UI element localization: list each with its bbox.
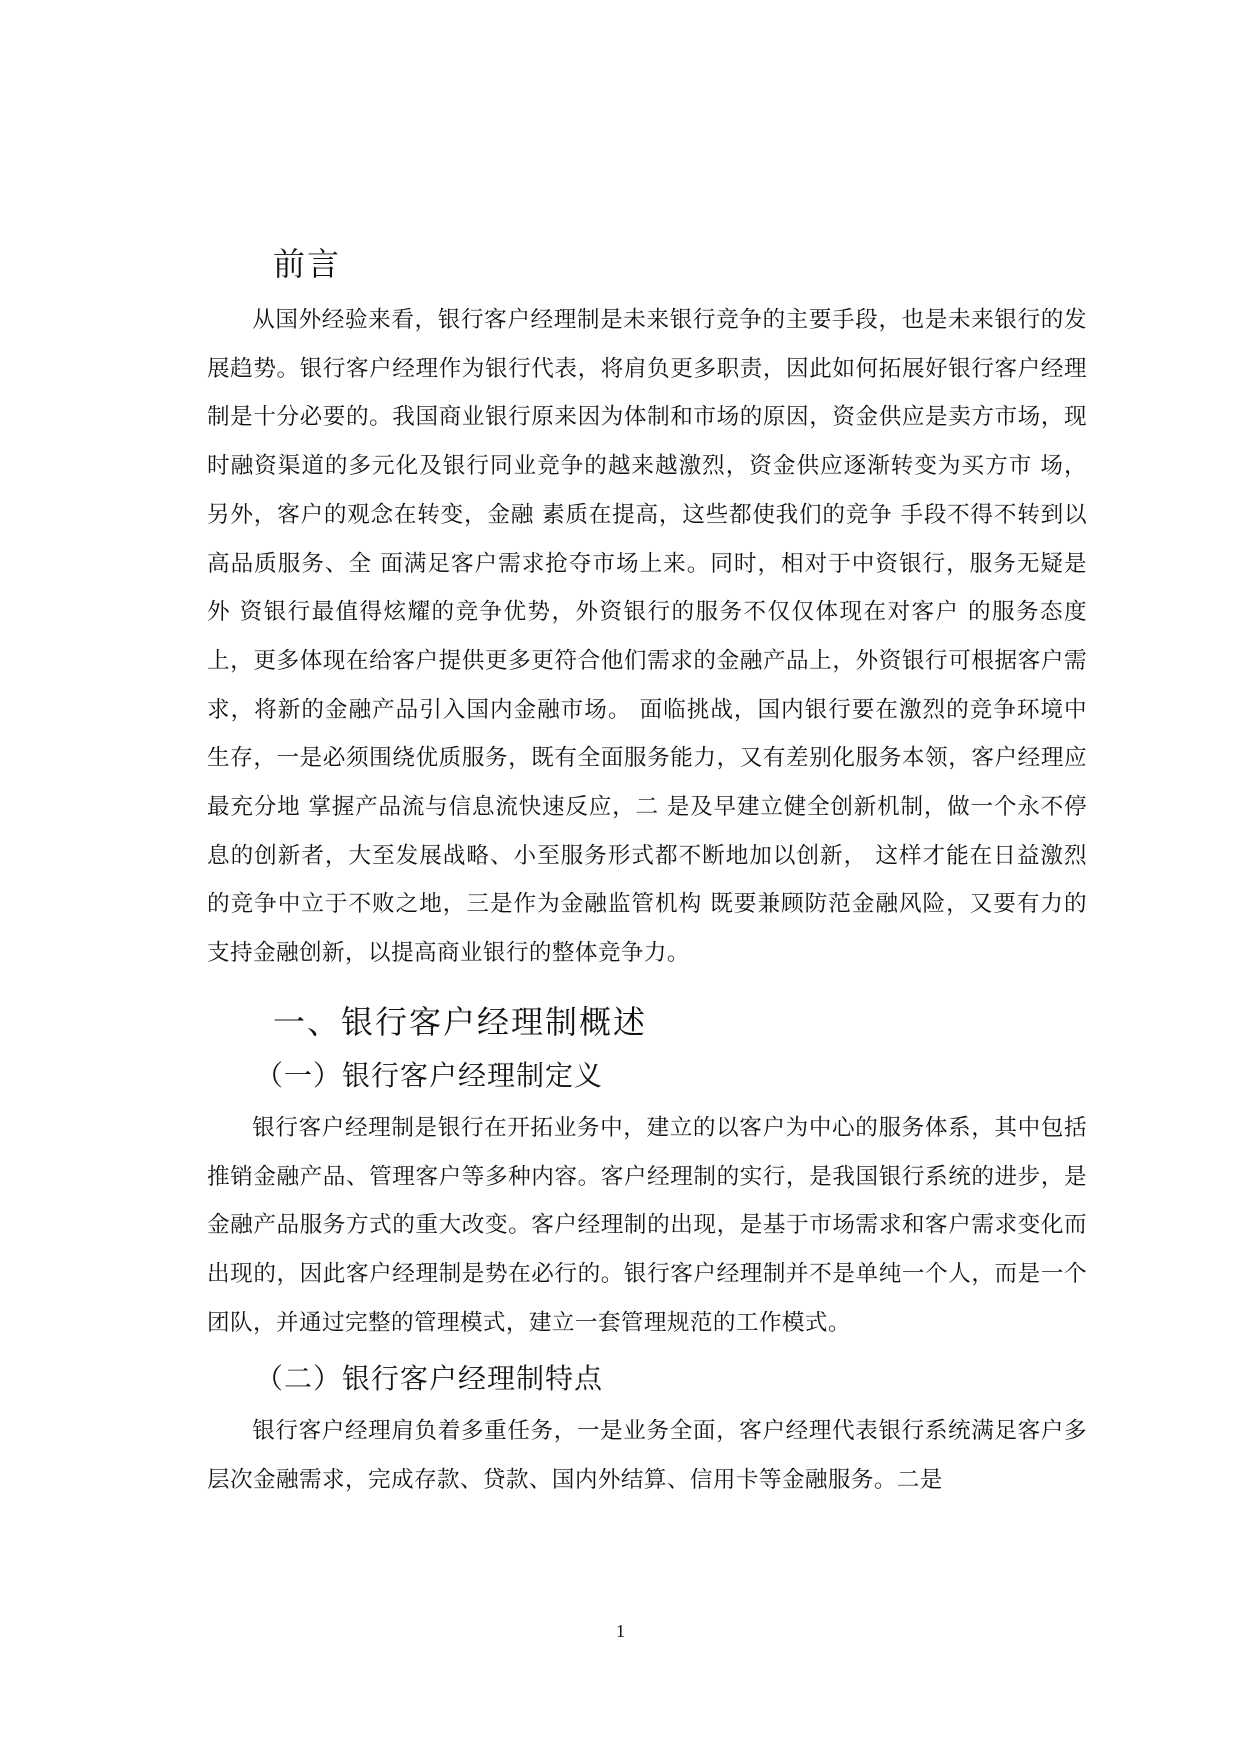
- preface-title: 前言: [273, 245, 342, 283]
- page-number: 1: [616, 1621, 625, 1641]
- section-definition-paragraph: 银行客户经理制是银行在开拓业务中，建立的以客户为中心的服务体系，其中包括推销金融产品、管理客户等多种内容。客户经理制的实行，是我国银行系统的进步，是金融产品服务方式的重大改变。客户经理制的出现，是基于市场需求和客户需求变化而出现的，因此客户经理制是势在必行的。银行客户经理制并不是单纯一个人，而是一个团队，并通过完整的管理模式，建立一套管理规范的工作模式。: [207, 1114, 1087, 1336]
- section-features-title: （二）银行客户经理制特点: [255, 1362, 604, 1396]
- preface-paragraph: 从国外经验来看，银行客户经理制是未来银行竞争的主要手段，也是未来银行的发展趋势。银行客户经理作为银行代表，将肩负更多职责，因此如何拓展好银行客户经理制是十分必要的。我国商业银行原来因为体制和市场的原因，资金供应是卖方市场，现时融资渠道的多元化及银行同业竞争的越来越激烈，资金供应逐渐转变为买方市 场，另外，客户的观念在转变，金融 素质在提高，这些都使我们的竞争 手段不得不转到以高品质服务、全 面满足客户需求抢夺市场上来。同时，相对于中资银行，服务无疑是外 资银行最值得炫耀的竞争优势，外资银行的服务不仅仅体现在对客户 的服务态度上，更多体现在给客户提供更多更符合他们需求的金融产品上，外资银行可根据客户需求，将新的金融产品引入国内金融市场。 面临挑战，国内银行要在激烈的竞争环境中生存，一是必须围绕优质服务，既有全面服务能力，又有差别化服务本领，客户经理应最充分地 掌握产品流与信息流快速反应，二 是及早建立健全创新机制，做一个永不停息的创新者，大至发展战略、小至服务形式都不断地加以创新， 这样才能在日益激烈的竞争中立于不败之地，三是作为金融监管机构 既要兼顾防范金融风险，又要有力的支持金融创新，以提高商业银行的整体竞争力。: [207, 307, 1087, 967]
- section-definition-title: （一）银行客户经理制定义: [255, 1058, 604, 1092]
- chapter-title: 一、银行客户经理制概述: [273, 1002, 648, 1041]
- page-content: [207, 244, 1087, 1515]
- section-features-paragraph: 银行客户经理肩负着多重任务，一是业务全面，客户经理代表银行系统满足客户多层次金融需求，完成存款、贷款、国内外结算、信用卡等金融服务。二是: [207, 1418, 1087, 1494]
